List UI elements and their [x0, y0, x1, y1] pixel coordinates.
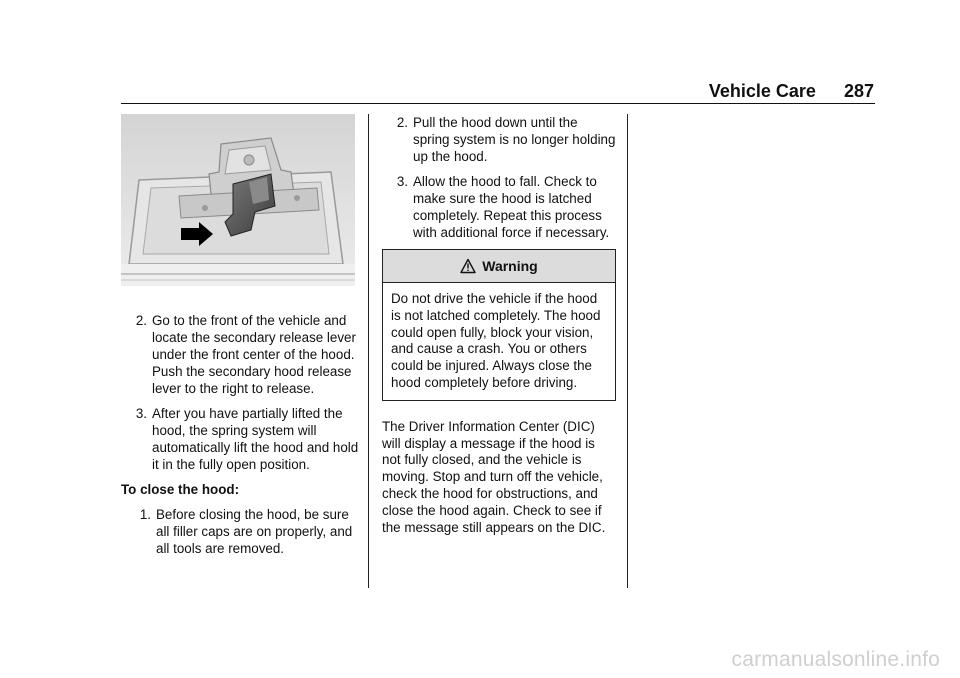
step-2-left: 2. Go to the front of the vehicle and locate the secondary release lever under the front center of the hood. Push the secondary hood release lever to the right to release.: [135, 313, 356, 396]
step-3-right: 3. Allow the hood to fall. Check to make sure the hood is latched completely. Repeat this process with additional force if necessary.: [396, 174, 610, 240]
warning-title: Warning: [482, 257, 538, 274]
close-step-1: 1. Before closing the hood, be sure all filler caps are on properly, and all tools are removed.: [139, 507, 353, 556]
step-2-right: 2. Pull the hood down until the spring system is no longer holding up the hood.: [396, 115, 616, 164]
step-3-left: 3. After you have partially lifted the hood, the spring system will automatically lift the hood and hold it in the fully open position.: [135, 406, 359, 472]
warning-header: [383, 250, 615, 283]
column-middle: [382, 114, 616, 536]
page-header: [0, 80, 874, 102]
hood-latch-release-illustration: [121, 114, 355, 286]
warning-box: [382, 249, 616, 401]
column-left: [121, 114, 359, 565]
close-hood-heading: To close the hood:: [121, 482, 240, 497]
warning-triangle-icon: [460, 258, 476, 274]
warning-body: Do not drive the vehicle if the hood is not latched completely. The hood could open fully, block your vision, and cause a crash. You or others could be injured. Always close the hood completely before driving.: [391, 291, 601, 390]
page-number: 287: [843, 81, 874, 101]
dic-paragraph: The Driver Information Center (DIC) will display a message if the hood is not fully closed, and the vehicle is moving. Stop and turn off the vehicle, check the hood for obstructions, and close the hood again. Check to see if the message still appears on the DIC.: [382, 418, 606, 535]
column-divider-left: [368, 114, 369, 588]
column-divider-right: [627, 114, 628, 588]
watermark: carmanualsonline.info: [731, 648, 940, 671]
header-rule: [121, 103, 875, 104]
section-title: Vehicle Care: [708, 81, 816, 101]
